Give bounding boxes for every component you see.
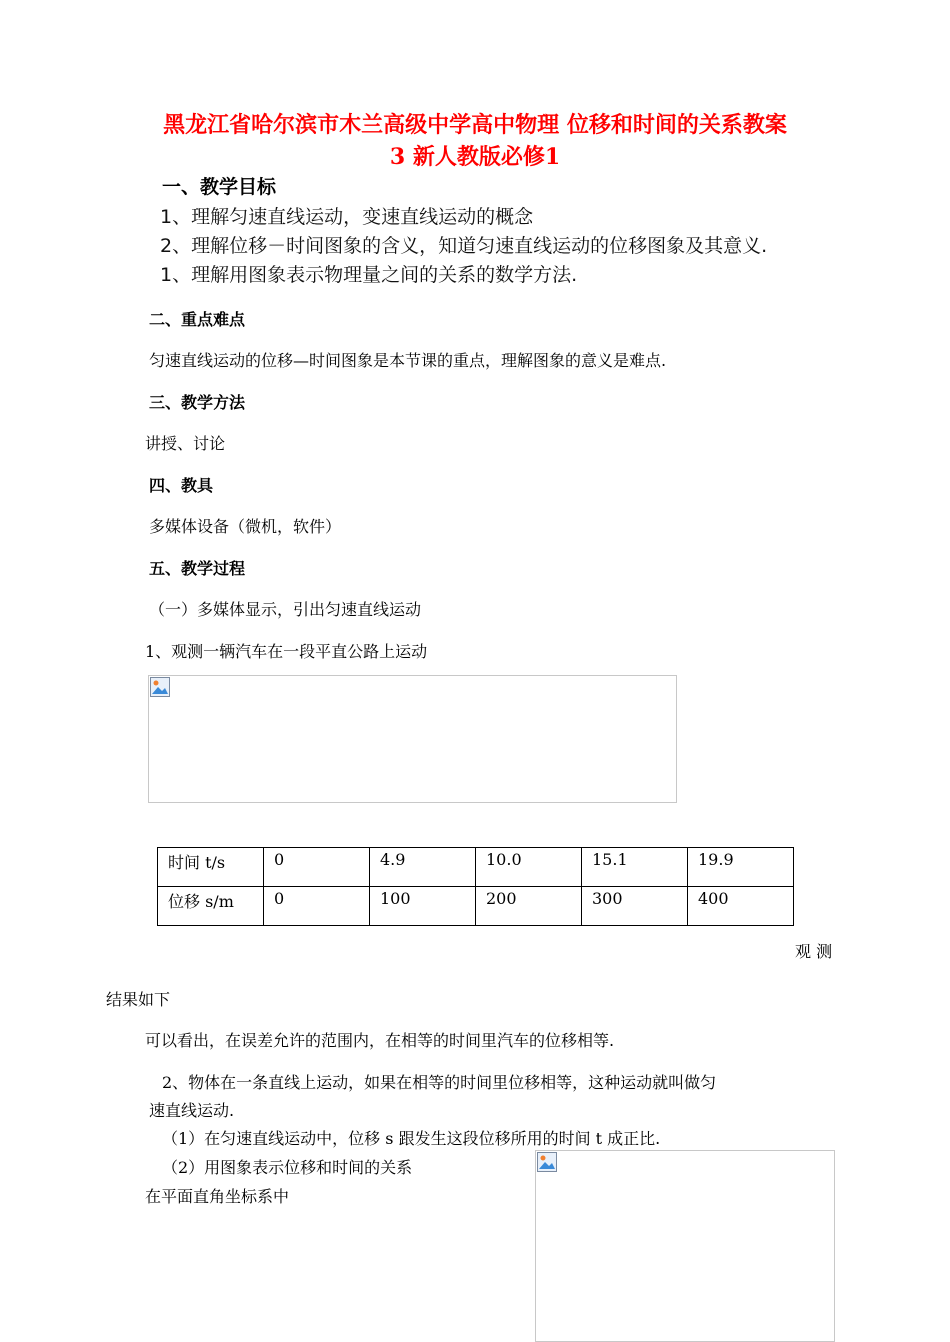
key-points-text: 匀速直线运动的位移—时间图象是本节课的重点，理解图象的意义是难点.	[149, 351, 667, 370]
document-title-line2: 3 新人教版必修1	[389, 144, 561, 170]
table-row	[158, 887, 794, 926]
definition-line-2: 速直线运动.	[149, 1101, 235, 1120]
point-1: （1）在匀速直线运动中，位移 s 跟发生这段位移所用的时间 t 成正比.	[162, 1129, 661, 1148]
tools-text: 多媒体设备（微机，软件）	[149, 517, 342, 536]
table-cell: 200	[476, 887, 582, 926]
section-heading-objectives: 一、教学目标	[162, 176, 277, 198]
table-row	[158, 848, 794, 887]
section-heading-methods: 三、教学方法	[149, 393, 246, 412]
section-heading-tools: 四、教具	[149, 476, 214, 495]
document-title-line1: 黑龙江省哈尔滨市木兰高级中学高中物理 位移和时间的关系教案	[163, 112, 787, 138]
table-cell: 15.1	[582, 848, 688, 887]
table-cell: 19.9	[688, 848, 794, 887]
process-subheading: （一）多媒体显示，引出匀速直线运动	[149, 600, 422, 619]
broken-image-icon	[150, 677, 170, 697]
section-heading-key-points: 二、重点难点	[149, 310, 246, 329]
table-cell: 400	[688, 887, 794, 926]
point-2: （2）用图象表示位移和时间的关系	[162, 1158, 413, 1177]
table-cell: 时间 t/s	[158, 848, 264, 887]
broken-image-icon	[537, 1152, 557, 1172]
objective-item: 2、理解位移－时间图象的含义，知道匀速直线运动的位移图象及其意义.	[160, 235, 768, 257]
observe-text-right: 观 测	[795, 942, 833, 961]
table-cell: 0	[264, 887, 370, 926]
observation-conclusion: 可以看出，在误差允许的范围内，在相等的时间里汽车的位移相等.	[145, 1031, 615, 1050]
methods-text: 讲授、讨论	[145, 434, 226, 453]
image-placeholder-graph	[535, 1150, 835, 1342]
table-cell: 100	[370, 887, 476, 926]
objective-item: 1、理解匀速直线运动，变速直线运动的概念	[160, 206, 534, 228]
image-placeholder-car	[148, 675, 677, 803]
table-cell: 300	[582, 887, 688, 926]
table-cell: 10.0	[476, 848, 582, 887]
table-cell: 4.9	[370, 848, 476, 887]
objective-item: 1、理解用图象表示物理量之间的关系的数学方法.	[160, 264, 578, 286]
observation-table	[157, 847, 794, 926]
definition-line-1: 2、物体在一条直线上运动，如果在相等的时间里位移相等，这种运动就叫做匀	[162, 1073, 717, 1092]
table-cell: 位移 s/m	[158, 887, 264, 926]
table-cell: 0	[264, 848, 370, 887]
coordinate-text: 在平面直角坐标系中	[145, 1187, 290, 1206]
process-item-1: 1、观测一辆汽车在一段平直公路上运动	[145, 642, 428, 661]
section-heading-process: 五、教学过程	[149, 559, 246, 578]
observe-text-left: 结果如下	[106, 990, 171, 1009]
